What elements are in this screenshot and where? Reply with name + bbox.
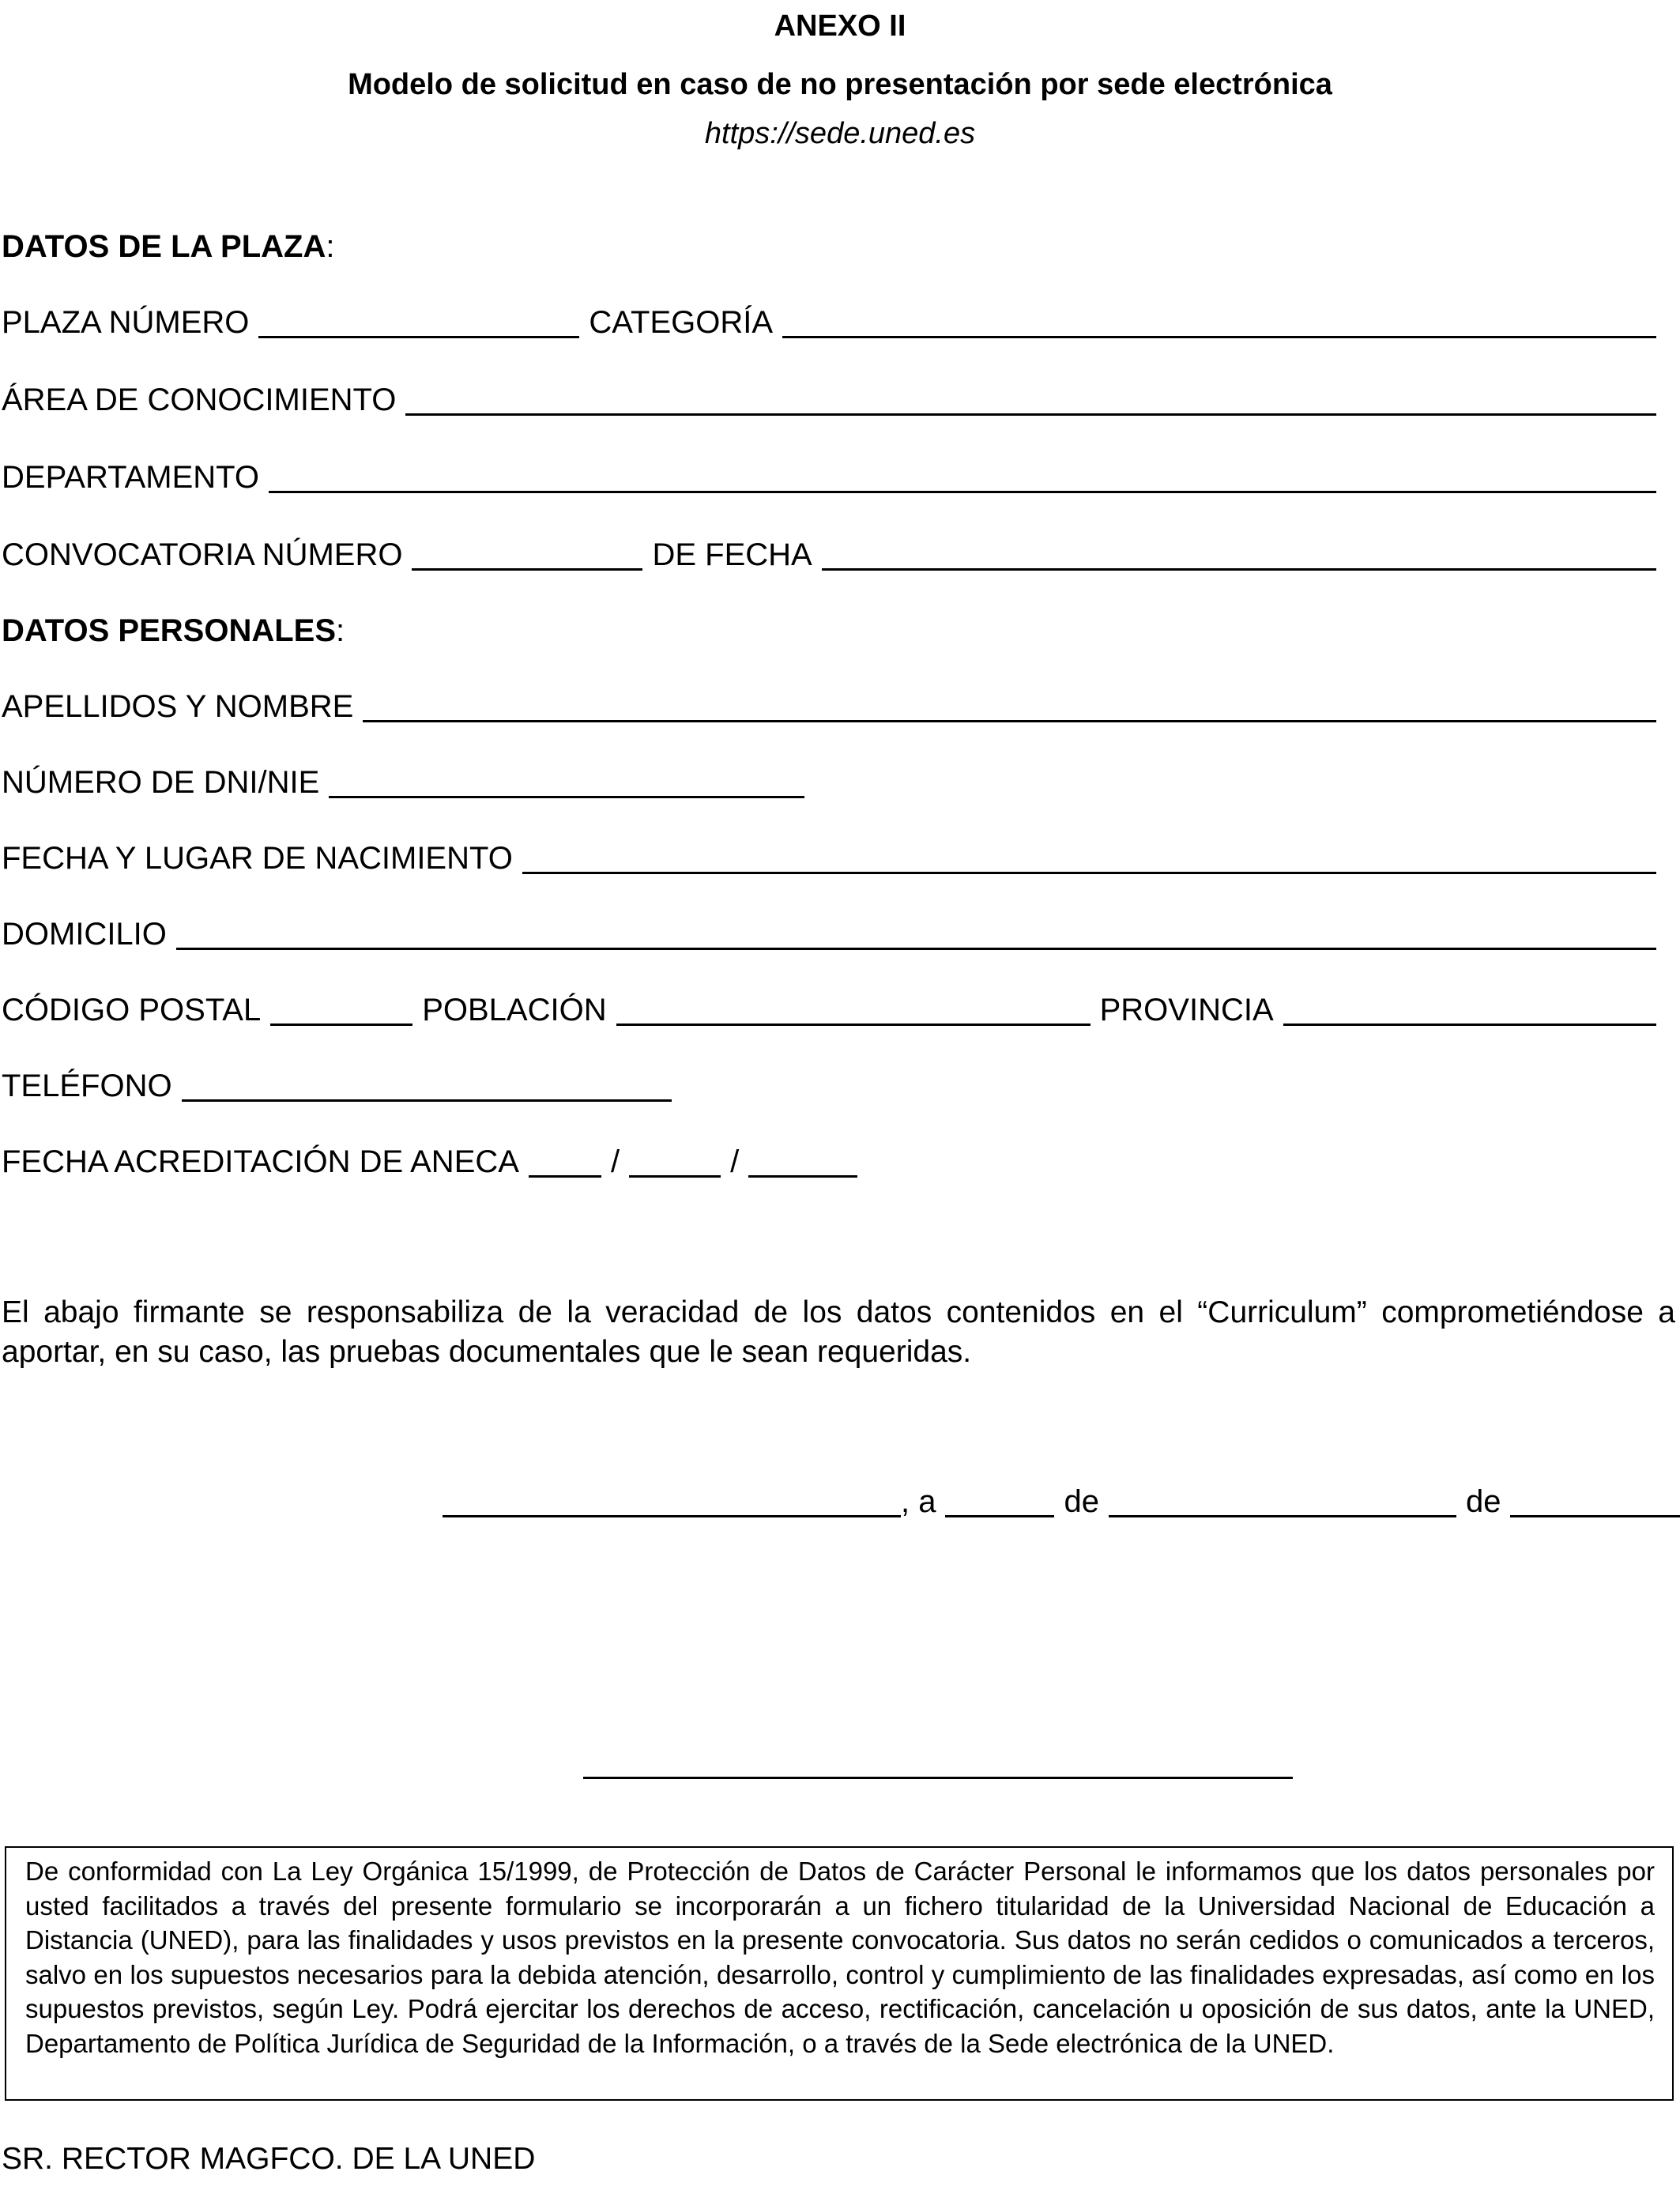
date-separator-2: / xyxy=(730,1144,740,1179)
field-aneca-year[interactable] xyxy=(748,1147,857,1178)
label-aneca: FECHA ACREDITACIÓN DE ANECA xyxy=(2,1144,519,1179)
annex-title: ANEXO II xyxy=(774,9,906,43)
label-apellidos: APELLIDOS Y NOMBRE xyxy=(2,689,354,724)
field-place[interactable] xyxy=(443,1487,901,1517)
row-telefono xyxy=(2,1067,1656,1105)
label-dni: NÚMERO DE DNI/NIE xyxy=(2,765,320,800)
field-nacimiento[interactable] xyxy=(522,843,1656,874)
row-plaza-categoria xyxy=(2,303,1656,341)
label-de-1: de xyxy=(1064,1484,1099,1519)
row-dni xyxy=(2,763,1656,801)
field-apellidos[interactable] xyxy=(363,692,1656,722)
field-codigo-postal[interactable] xyxy=(270,995,412,1026)
row-area xyxy=(2,381,1656,419)
field-aneca-day[interactable] xyxy=(529,1147,601,1178)
field-convocatoria-numero[interactable] xyxy=(412,540,642,571)
section-personales: DATOS PERSONALES: xyxy=(2,613,345,648)
row-direccion xyxy=(2,991,1656,1029)
label-provincia: PROVINCIA xyxy=(1099,993,1274,1027)
label-area: ÁREA DE CONOCIMIENTO xyxy=(2,383,397,417)
place-date-line xyxy=(443,1483,1680,1521)
field-convocatoria-fecha[interactable] xyxy=(822,540,1656,571)
label-codigo-postal: CÓDIGO POSTAL xyxy=(2,993,262,1027)
date-separator-1: / xyxy=(610,1144,620,1179)
field-area[interactable] xyxy=(405,385,1656,416)
label-domicilio: DOMICILIO xyxy=(2,917,167,952)
label-poblacion: POBLACIÓN xyxy=(422,993,607,1027)
row-departamento xyxy=(2,458,1656,496)
row-aneca xyxy=(2,1143,1656,1181)
section-plaza: DATOS DE LA PLAZA: xyxy=(2,229,335,264)
form-subtitle: Modelo de solicitud en caso de no presentación por sede electrónica xyxy=(348,68,1332,101)
label-categoria: CATEGORÍA xyxy=(589,305,774,340)
label-de-2: de xyxy=(1465,1484,1501,1519)
row-convocatoria xyxy=(2,536,1656,574)
field-provincia[interactable] xyxy=(1283,995,1656,1026)
row-domicilio xyxy=(2,915,1656,953)
data-protection-notice xyxy=(5,1846,1674,2101)
field-categoria[interactable] xyxy=(782,307,1656,338)
field-domicilio[interactable] xyxy=(176,919,1656,950)
section-personales-title: DATOS PERSONALES xyxy=(2,613,337,648)
field-telefono[interactable] xyxy=(182,1071,672,1102)
section-plaza-title: DATOS DE LA PLAZA xyxy=(2,229,326,264)
field-aneca-month[interactable] xyxy=(629,1147,721,1178)
addressee: SR. RECTOR MAGFCO. DE LA UNED xyxy=(2,2142,536,2176)
label-de-fecha: DE FECHA xyxy=(652,537,812,572)
sede-url: https://sede.uned.es xyxy=(704,117,976,150)
field-departamento[interactable] xyxy=(269,462,1656,493)
label-departamento: DEPARTAMENTO xyxy=(2,460,259,495)
label-telefono: TELÉFONO xyxy=(2,1069,172,1103)
row-apellidos xyxy=(2,688,1656,726)
declaration-text: El abajo firmante se responsabiliza de la veracidad de los datos contenidos en el “Curriculum” comprometiéndose a aportar, en su caso, las pruebas documentales que le sean requeridas. xyxy=(2,1295,1675,1369)
field-month[interactable] xyxy=(1109,1487,1456,1517)
row-nacimiento xyxy=(2,839,1656,877)
field-plaza-numero[interactable] xyxy=(258,307,579,338)
label-nacimiento: FECHA Y LUGAR DE NACIMIENTO xyxy=(2,841,513,876)
field-year[interactable] xyxy=(1510,1487,1680,1517)
field-day[interactable] xyxy=(945,1487,1054,1517)
label-convocatoria: CONVOCATORIA NÚMERO xyxy=(2,537,403,572)
label-plaza-numero: PLAZA NÚMERO xyxy=(2,305,250,340)
field-poblacion[interactable] xyxy=(616,995,1090,1026)
notice-text: De conformidad con La Ley Orgánica 15/1999, de Protección de Datos de Carácter Personal le informamos que los datos personales por usted facilitados a través del presente formulario se incorporarán a un fichero titularidad de la Universidad Nacional de Educación a Distancia (UNED), para las finalidades y usos previstos en la presente convocatoria. Sus datos no serán cedidos o comunicados a terceros, salvo en los supuestos necesarios para la debida atención, desarrollo, control y cumplimiento de las finalidades expresadas, así como en los supuestos previstos, según Ley. Podrá ejercitar los derechos de acceso, rectificación, cancelación u oposición de sus datos, ante la UNED, Departamento de Política Jurídica de Seguridad de la Información, o a través de la Sede electrónica de la UNED. xyxy=(25,1857,1655,2058)
signature-line[interactable] xyxy=(583,1777,1293,1779)
label-a: , a xyxy=(901,1484,936,1519)
field-dni[interactable] xyxy=(329,767,804,798)
